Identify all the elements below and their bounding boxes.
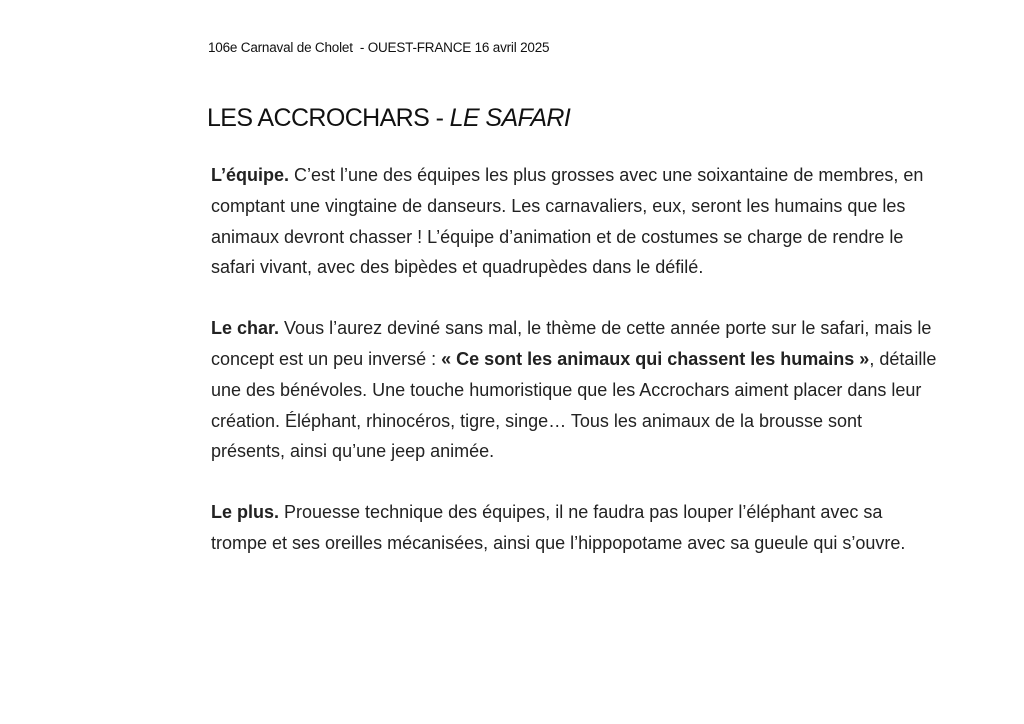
title-subtitle: LE SAFARI xyxy=(449,104,571,132)
title-main: LES ACCROCHARS xyxy=(207,104,430,132)
paragraph-text: , détaille une des bénévoles. Une touche humoristique que les Accrochars aiment placer dans leur création. Éléphant, rhinocéros, tigre, singe… Tous les animaux de la brousse sont présents, ainsi qu’une jeep animée. xyxy=(211,348,937,462)
paragraph-char xyxy=(211,313,941,467)
paragraph-lead: L’équipe. xyxy=(211,165,290,185)
paragraph-plus xyxy=(211,497,941,559)
paragraph-equipe xyxy=(211,160,941,283)
title-separator: - xyxy=(429,104,450,132)
paragraph-text: Vous l’aurez deviné sans mal, le thème de cette année porte sur le safari, mais le concept est un peu inversé : xyxy=(211,318,932,369)
source-line: 106e Carnaval de Cholet - OUEST-FRANCE 16 avril 2025 xyxy=(208,40,550,55)
paragraph-quote: « Ce sont les animaux qui chassent les humains » xyxy=(441,348,870,369)
article-body xyxy=(211,160,941,589)
paragraph-lead: Le char. xyxy=(211,318,280,339)
paragraph-lead: Le plus. xyxy=(211,502,280,523)
paragraph-text: Prouesse technique des équipes, il ne faudra pas louper l’éléphant avec sa trompe et ses oreilles mécanisées, ainsi que l’hippopotame avec sa gueule qui s’ouvre. xyxy=(211,502,906,553)
article-title xyxy=(207,104,570,133)
paragraph-text: C’est l’une des équipes les plus grosses avec une soixantaine de membres, en comptant une vingtaine de danseurs. Les carnavaliers, eux, seront les humains que les animaux devront chasser ! L’équipe d’animation et de costumes se charge de rendre le safari vivant, avec des bipèdes et quadrupèdes dans le défilé. xyxy=(211,165,924,278)
